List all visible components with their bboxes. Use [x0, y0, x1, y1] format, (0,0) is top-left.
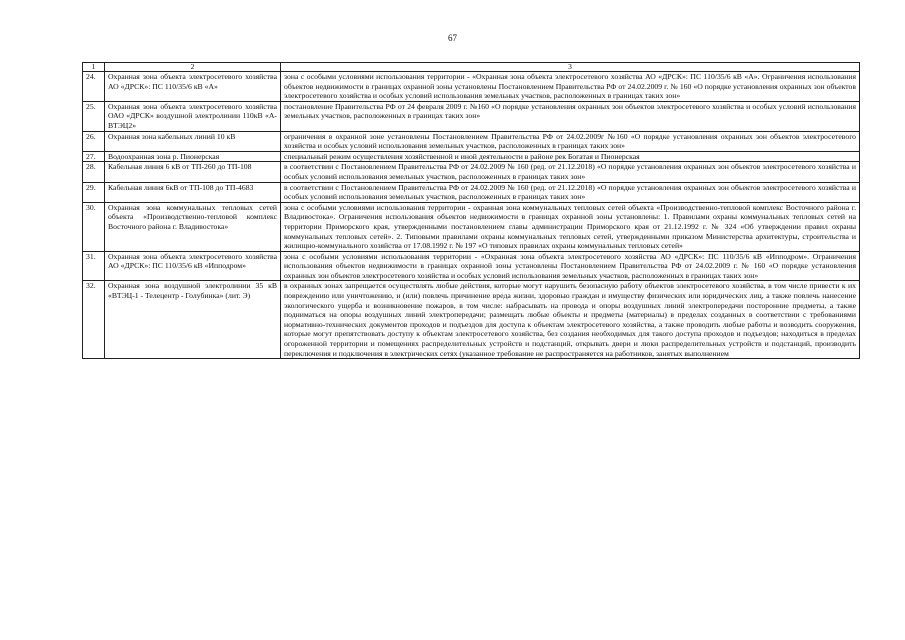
row-number: 27.	[83, 151, 105, 162]
zone-description: специальный режим осуществления хозяйственной и иной деятельности в районе рек Богатая и Пионерская	[281, 151, 860, 162]
row-number: 30.	[83, 202, 105, 251]
zone-description: зона с особыми условиями использования территории - охранная зона коммунальных тепловых сетей объекта «Производственно-тепловой комплекс Восточного района г. Владивостока». Ограничения использования объектов недвижимости в границах охранной зоны установлены: 1. Правилами охраны коммунальных тепловых сетей на территории Приморского края, утвержденными постановлением главы администрации Приморского края от 21.12.1992 г. № 324 «Об утверждении правил охраны коммунальных тепловых сетей». 2. Типовыми правилами охраны коммунальных тепловых сетей, утвержденными приказом Министерства архитектуры, строительства и жилищно-коммунального хозяйства от 17.08.1992 г. № 197 «О типовых правилах охраны коммунальных тепловых сетей»	[281, 202, 860, 251]
row-number: 26.	[83, 131, 105, 151]
table-row	[83, 72, 860, 102]
header-cell-1: 1	[83, 63, 105, 72]
zone-name: Кабельная линия 6 кВ от ТП-260 до ТП-108	[105, 162, 281, 182]
row-number: 31.	[83, 251, 105, 281]
table-row	[83, 101, 860, 131]
table-row	[83, 281, 860, 359]
table-header-row	[83, 63, 860, 72]
zone-description: зона с особыми условиями использования территории - «Охранная зона объекта электросетевого хозяйства АО «ДРСК»: ПС 110/35/6 кВ «А». Ограничения использования объектов недвижимости в границах охранной зоны установлены Постановлением Правительства РФ от 24.02.2009 г. № 160 «О порядке установления охранных зон объектов электросетевого хозяйства и особых условий использования земельных участков, расположенных в границах таких зон»	[281, 72, 860, 102]
zone-description: в соответствии с Постановлением Правительства РФ от 24.02.2009 № 160 (ред. от 21.12.2018) «О порядке установления охранных зон объектов электросетевого хозяйства и особых условий использования земельных участков, расположенных в границах таких зон»	[281, 182, 860, 202]
zone-description: постановление Правительства РФ от 24 февраля 2009 г. №160 «О порядке установления охранных зон объектов электросетевого хозяйства и особых условий использования земельных участков, расположенных в границах таких зон»	[281, 101, 860, 131]
row-number: 28.	[83, 162, 105, 182]
zone-name: Охранная зона объекта электросетевого хозяйства АО «ДРСК»: ПС 110/35/6 кВ «Ипподром»	[105, 251, 281, 281]
zone-name: Охранная зона объекта электросетевого хозяйства ОАО «ДРСК» воздушной электролинии 110кВ «А-ВТЭЦ2»	[105, 101, 281, 131]
table-row	[83, 202, 860, 251]
table-row	[83, 151, 860, 162]
zone-name: Охранная зона кабельных линий 10 кВ	[105, 131, 281, 151]
zone-description: в охранных зонах запрещается осуществлять любые действия, которые могут нарушить безопасную работу объектов электросетевого хозяйства, в том числе привести к их повреждению или уничтожению, и (или) повлечь причинение вреда жизни, здоровью граждан и имуществу физических или юридических лиц, а также повлечь нанесение экологического ущерба и возникновение пожаров, в том числе: набрасывать на провода и опоры воздушных линий электропередачи посторонние предметы, а также подниматься на опоры воздушных линий электропередачи; размещать любые объекты и предметы (материалы) в пределах созданных в соответствии с требованиями нормативно-технических документов проходов и подъездов для доступа к объектам электросетевого хозяйства, а также проводить любые работы и возводить сооружения, которые могут препятствовать доступу к объектам электросетевого хозяйства, без создания необходимых для такого доступа проходов и подъездов; находиться в пределах огороженной территории и помещениях распределительных устройств и подстанций, открывать двери и люки распределительных устройств и подстанций, производить переключения и подключения в электрических сетях (указанное требование не распространяется на работников, занятых выполнением	[281, 281, 860, 359]
row-number: 25.	[83, 101, 105, 131]
row-number: 29.	[83, 182, 105, 202]
header-cell-2: 2	[105, 63, 281, 72]
zone-description: зона с особыми условиями использования территории - «Охранная зона объекта электросетевого хозяйства АО «ДРСК»: ПС 110/35/6 кВ «Ипподром». Ограничения использования объектов недвижимости в границах охранной зоны установлены Постановлением Правительства РФ от 24.02.2009 г. № 160 «О порядке установления охранных зон объектов электросетевого хозяйства и особых условий использования земельных участков, расположенных в границах таких зон»	[281, 251, 860, 281]
page-number: 67	[448, 33, 457, 43]
zone-name: Охранная зона воздушной электролинии 35 кВ «ВТЭЦ-1 - Телецентр - Голубинка» (лит. Э)	[105, 281, 281, 359]
zone-name: Охранная зона коммунальных тепловых сетей объекта «Производственно-тепловой комплекс Восточного района г. Владивостока»	[105, 202, 281, 251]
row-number: 32.	[83, 281, 105, 359]
zone-description: в соответствии с Постановлением Правительства РФ от 24.02.2009 № 160 (ред. от 21.12.2018) «О порядке установления охранных зон объектов электросетевого хозяйства и особых условий использования земельных участков, расположенных в границах таких зон»	[281, 162, 860, 182]
zone-description: ограничения в охранной зоне установлены Постановлением Правительства РФ от 24.02.2009г №160 «О порядке установления охранных зон объектов электросетевого хозяйства и особых условий использования земельных участков, расположенных в границах таких зон»	[281, 131, 860, 151]
row-number: 24.	[83, 72, 105, 102]
table-row	[83, 182, 860, 202]
table-row	[83, 251, 860, 281]
zone-name: Кабельная линия 6кВ от ТП-108 до ТП-4683	[105, 182, 281, 202]
table-row	[83, 131, 860, 151]
table-row	[83, 162, 860, 182]
zone-name: Водоохранная зона р. Пионерская	[105, 151, 281, 162]
header-cell-3: 3	[281, 63, 860, 72]
zone-name: Охранная зона объекта электросетевого хозяйства АО «ДРСК»: ПС 110/35/6 кВ «А»	[105, 72, 281, 102]
zones-table	[82, 62, 860, 359]
